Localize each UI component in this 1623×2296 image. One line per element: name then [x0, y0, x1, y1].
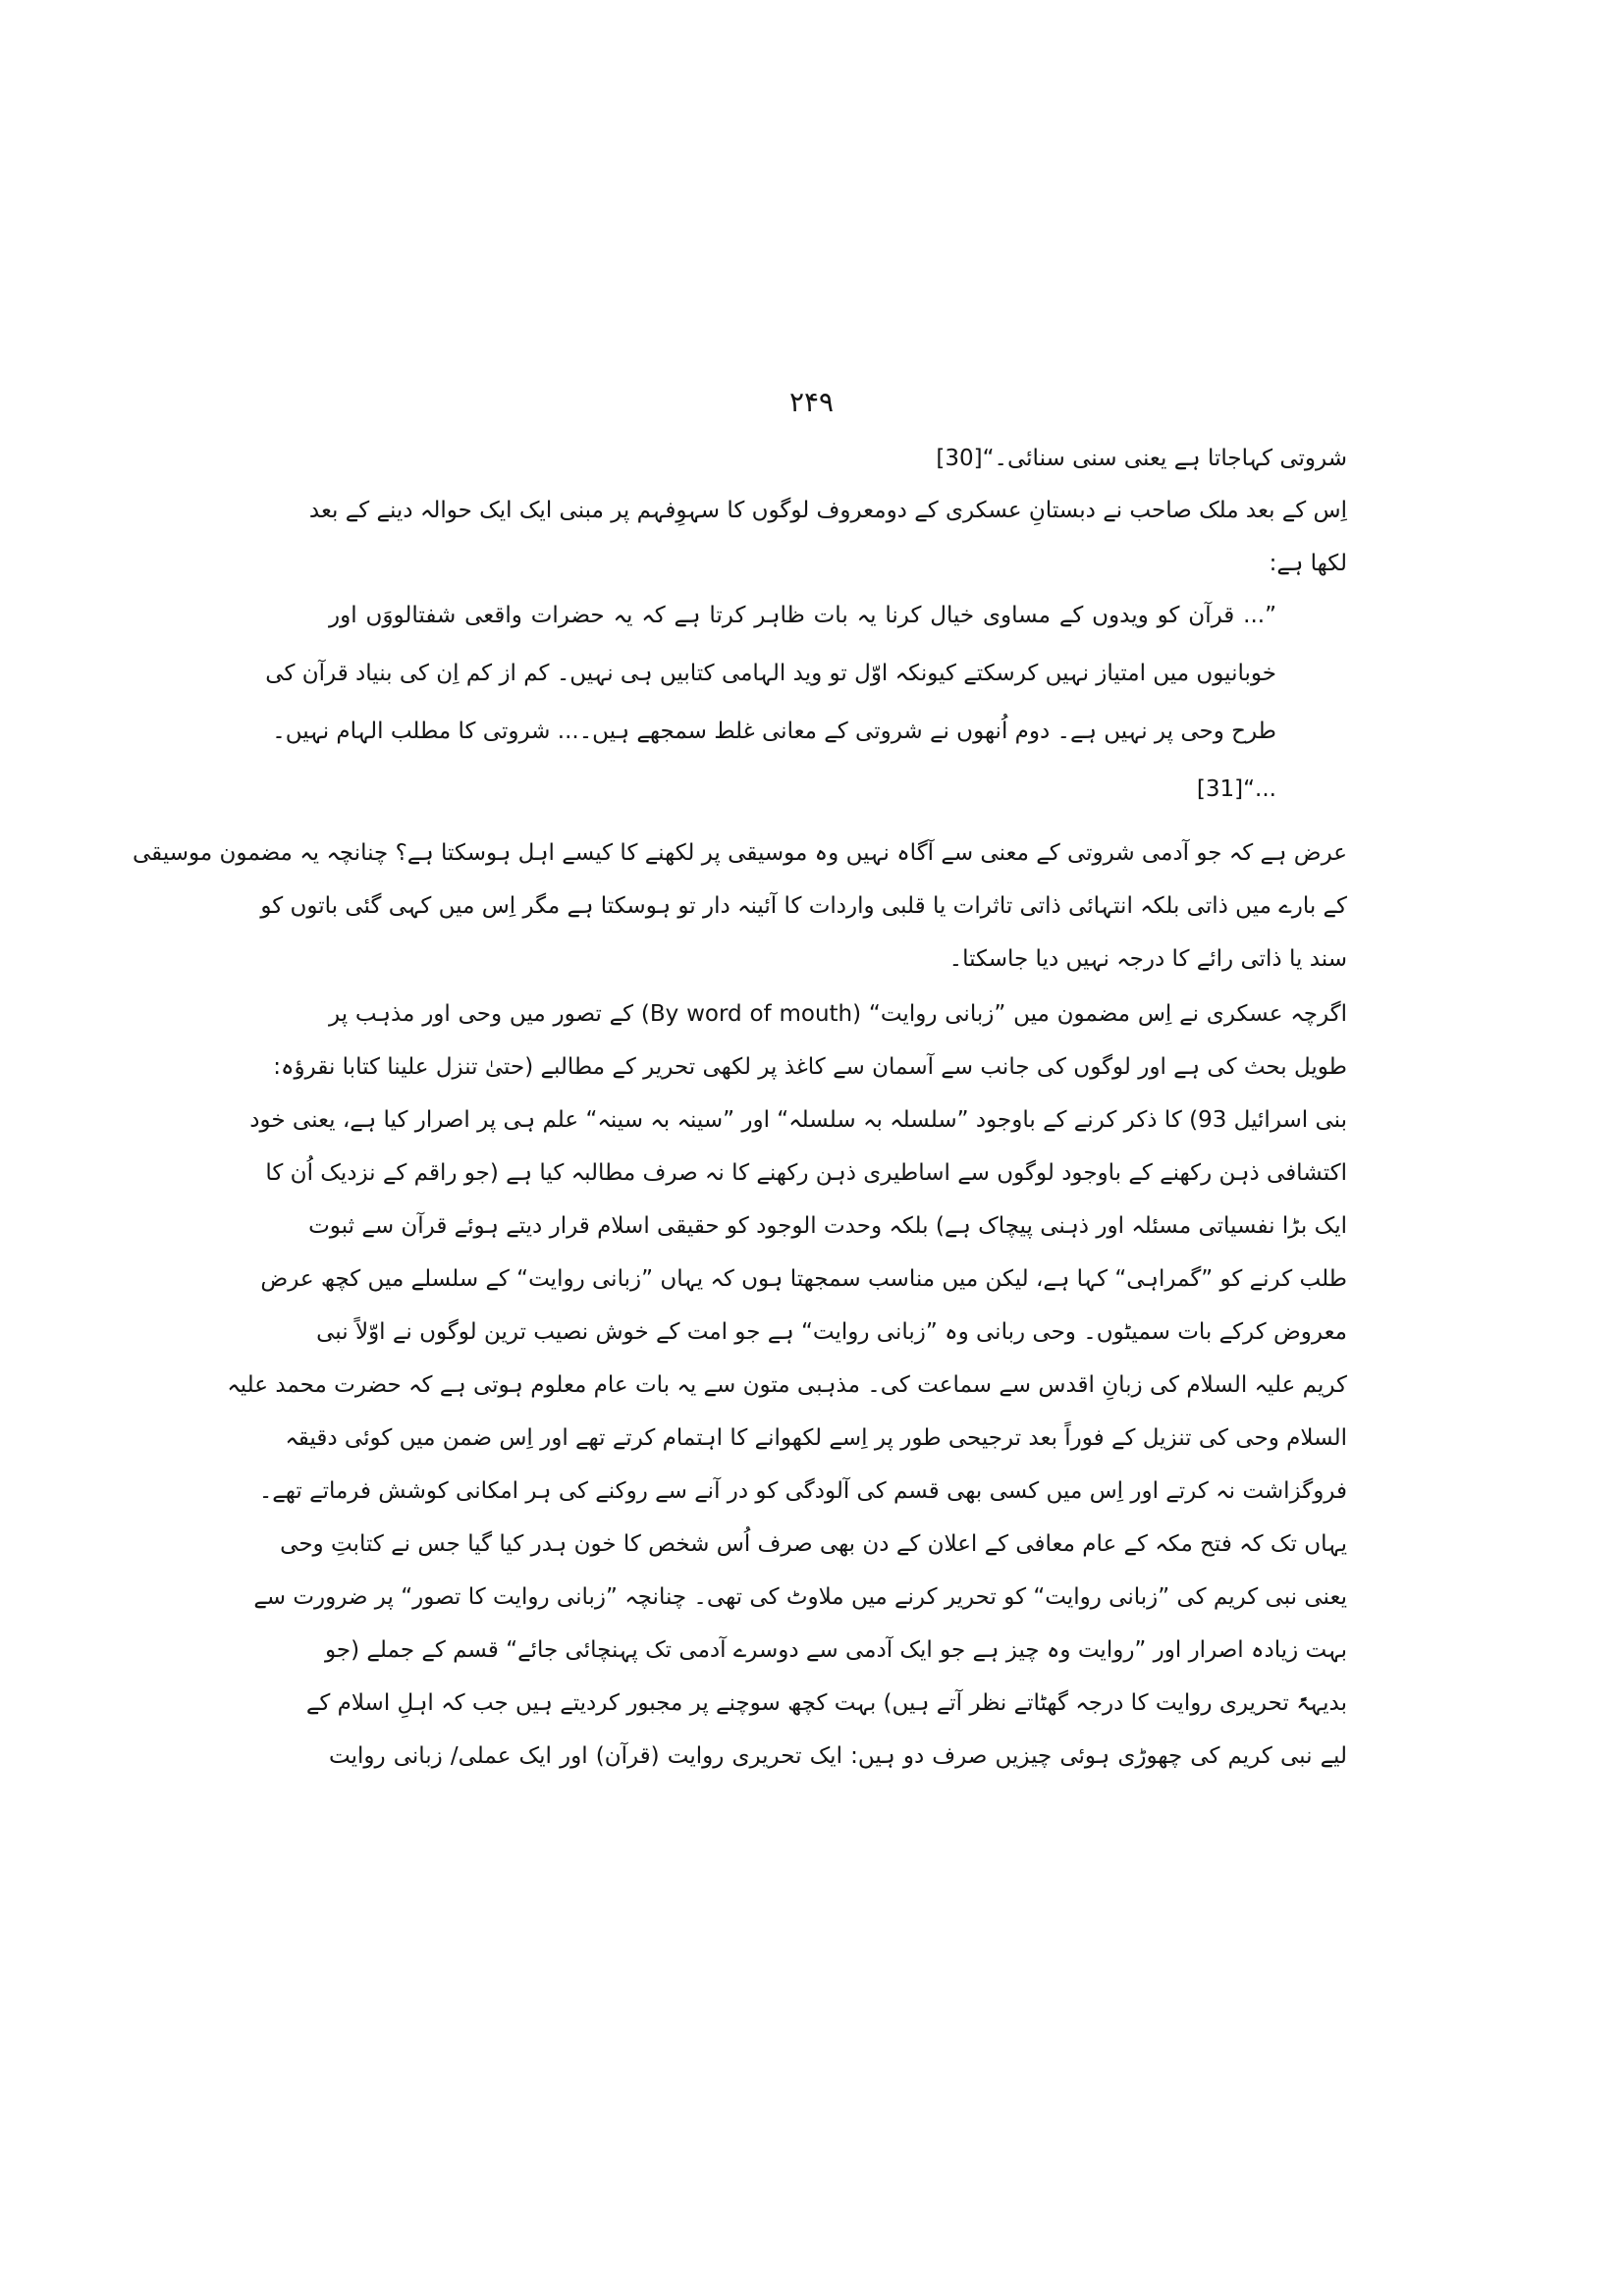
quote-line: ...“[31]	[1196, 776, 1276, 802]
quote-line: طرح وحی پر نہیں ہے۔ دوم اُنھوں نے شروتی کے معانی غلط سمجھے ہیں۔... شروتی کا مطلب الہام نہیں۔	[272, 719, 1276, 744]
page-number: ۲۴۹	[788, 386, 835, 418]
quote-line: خوبانیوں میں امتیاز نہیں کرسکتے کیونکہ اوّل تو وید الہامی کتابیں ہی نہیں۔ کم از کم اِن کی بنیاد قرآن کی	[265, 661, 1276, 686]
text-line: اِس کے بعد ملک صاحب نے دبستانِ عسکری کے دومعروف لوگوں کا سہوِفہم پر مبنی ایک ایک حوالہ دینے کے بعد	[308, 498, 1347, 523]
text-line: طویل بحث کی ہے اور لوگوں کی جانب سے آسمان سے کاغذ پر لکھی تحریر کے مطالبے (حتیٰ تنزل علینا کتابا نقرؤہ:	[273, 1054, 1347, 1080]
text-line: یہاں تک کہ فتح مکہ کے عام معافی کے اعلان کے دن بھی صرف اُس شخص کا خون ہدر کیا گیا جس نے کتابتِ وحی	[280, 1531, 1347, 1557]
paragraph-3	[133, 827, 1347, 986]
text-line: سند یا ذاتی رائے کا درجہ نہیں دیا جاسکتا۔	[948, 946, 1347, 972]
text-line: کریم علیہ السلام کی زبانِ اقدس سے سماعت کی۔ مذہبی متون سے یہ بات عام معلوم ہوتی ہے کہ حضرت محمد علیہ	[227, 1372, 1347, 1398]
text-line: لیے نبی کریم کی چھوڑی ہوئی چیزیں صرف دو ہیں: ایک تحریری روایت (قرآن) اور ایک عملی/ زبانی روایت	[329, 1743, 1347, 1769]
text-line: لکھا ہے:	[1269, 551, 1347, 576]
text-line: السلام وحی کی تنزیل کے فوراً بعد ترجیحی طور پر اِسے لکھوانے کا اہتمام کرتے تھے اور اِس ضمن میں کوئی دقیقہ	[285, 1425, 1347, 1451]
text-line: اکتشافی ذہن رکھنے کے باوجود لوگوں سے اساطیری ذہن رکھنے کا نہ صرف مطالبہ کیا ہے (جو راقم کے نزدیک اُن کا	[265, 1160, 1347, 1186]
text-line: کے بارے میں ذاتی بلکہ انتہائی ذاتی تاثرات یا قلبی واردات کا آئینہ دار تو ہوسکتا ہے مگر اِس میں کہی گئی باتوں کو	[260, 893, 1347, 919]
text-line: ایک بڑا نفسیاتی مسئلہ اور ذہنی پیچاک ہے) بلکہ وحدت الوجود کو حقیقی اسلام قرار دیتے ہوئے قرآن سے ثبوت	[308, 1213, 1347, 1239]
quote-line: ”... قرآن کو ویدوں کے مساوی خیال کرنا یہ بات ظاہر کرتا ہے کہ یہ حضرات واقعی شفتالووَں اور	[329, 603, 1276, 628]
text-line: اگرچہ عسکری نے اِس مضمون میں ”زبانی روایت“ (By word of mouth) کے تصور میں وحی اور مذہب پر	[329, 1001, 1347, 1027]
text-line: شروتی کہاجاتا ہے یعنی سنی سنائی۔“[30]	[936, 446, 1347, 471]
paragraph-1	[329, 432, 1347, 485]
text-line: طلب کرنے کو ”گمراہی“ کہا ہے، لیکن میں مناسب سمجھتا ہوں کہ یہاں ”زبانی روایت“ کے سلسلے میں کچھ عرض	[260, 1266, 1347, 1292]
text-line: بہت زیادہ اصرار اور ”روایت وہ چیز ہے جو ایک آدمی سے دوسرے آدمی تک پہنچائی جائے“ قسم کے جملے (جو	[325, 1637, 1347, 1663]
paragraph-4	[227, 988, 1347, 1783]
text-line: بنی اسرائیل 93) کا ذکر کرنے کے باوجود ”سلسلہ بہ سلسلہ“ اور ”سینہ بہ سینہ“ علم ہی پر اصرار کیا ہے، یعنی خود	[249, 1107, 1347, 1133]
block-quote	[265, 587, 1276, 819]
text-line: معروض کرکے بات سمیٹوں۔ وحی ربانی وہ ”زبانی روایت“ ہے جو امت کے خوش نصیب ترین لوگوں نے اوّلاً نبی	[316, 1319, 1347, 1345]
text-line: فروگزاشت نہ کرتے اور اِس میں کسی بھی قسم کی آلودگی کو در آنے سے روکنے کی ہر امکانی کوشش فرماتے تھے۔	[258, 1478, 1347, 1504]
paragraph-2	[308, 484, 1347, 590]
text-line: عرض ہے کہ جو آدمی شروتی کے معنی سے آگاہ نہیں وہ موسیقی پر لکھنے کا کیسے اہل ہوسکتا ہے؟ چنانچہ یہ مضمون موسیقی	[133, 840, 1347, 866]
text-line: بدیہۃً تحریری روایت کا درجہ گھٹاتے نظر آتے ہیں) بہت کچھ سوچنے پر مجبور کردیتے ہیں جب کہ اہلِ اسلام کے	[305, 1690, 1347, 1716]
text-line: یعنی نبی کریم کی ”زبانی روایت“ کو تحریر کرنے میں ملاوٹ کی تھی۔ چنانچہ ”زبانی روایت کا تصور“ پر ضرورت سے	[253, 1584, 1347, 1610]
